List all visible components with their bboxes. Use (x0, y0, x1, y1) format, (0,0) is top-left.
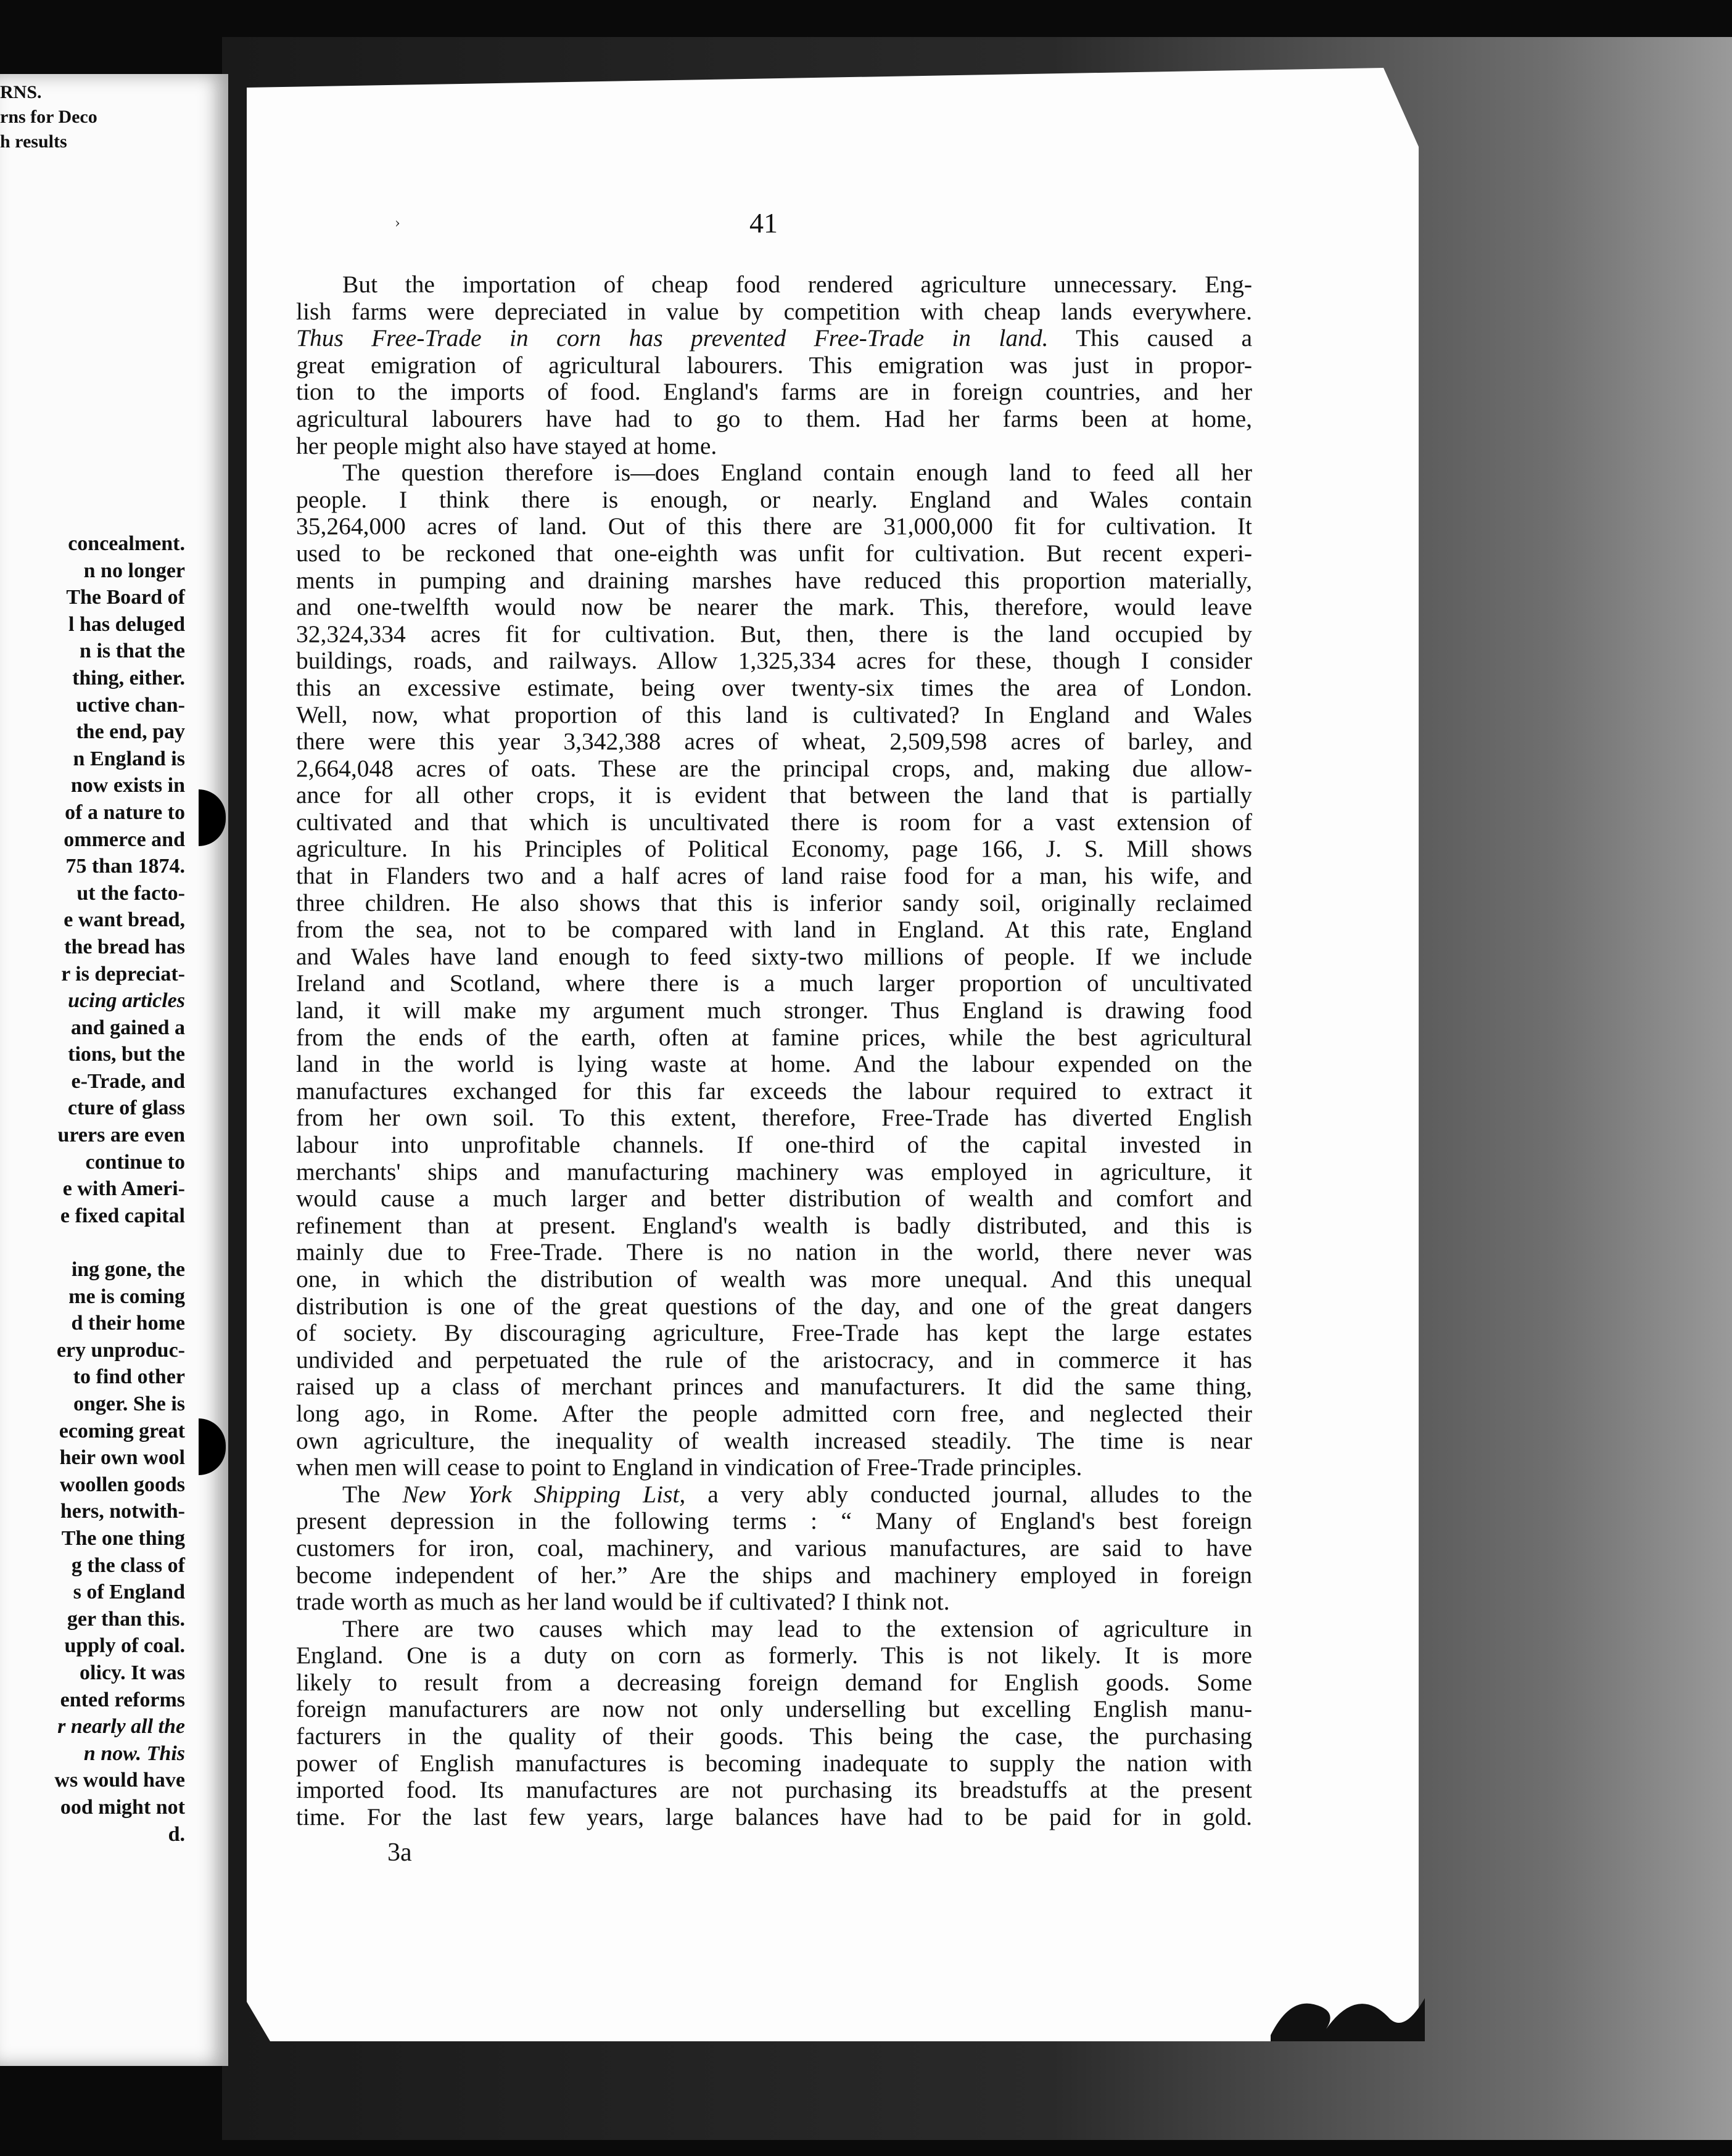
text-run: there were this year 3,342,388 acres of wheat, 2,509,598 acres of barley, and (296, 728, 1252, 755)
text-run: ecoming great (59, 1419, 185, 1442)
facing-page-header (0, 80, 185, 154)
body-line (296, 487, 1252, 514)
text-run: power of English manufactures is becoming inadequate to supply the nation with (296, 1749, 1252, 1777)
facing-text-line (0, 1364, 185, 1391)
facing-text-line (0, 746, 185, 773)
body-line (296, 1078, 1252, 1105)
body-line (296, 406, 1252, 433)
text-run: tion to the imports of food. England's farms are in foreign countries, and her (296, 378, 1252, 406)
body-line (296, 1239, 1252, 1266)
text-run: raised up a class of merchant princes and manufacturers. It did the same thing, (296, 1373, 1252, 1401)
body-line (296, 1723, 1252, 1750)
text-run: ommerce and (64, 828, 185, 851)
text-run: s of England (73, 1581, 185, 1604)
facing-text-line (0, 1337, 185, 1364)
text-run: would cause a much larger and better distribution of wealth and comfort and (296, 1185, 1252, 1212)
body-line (296, 1293, 1252, 1320)
text-run: d their home (71, 1312, 185, 1335)
facing-text-line (0, 1660, 185, 1687)
text-run: e-Trade, and (71, 1069, 185, 1093)
text-run: ented reforms (60, 1688, 185, 1711)
text-run: merchants' ships and manufacturing machinery was employed in agriculture, it (296, 1158, 1252, 1185)
body-line (296, 702, 1252, 729)
facing-text-line (0, 692, 185, 719)
facing-text-line (0, 638, 185, 665)
facing-text-line (0, 1256, 185, 1283)
text-run: refinement than at present. England's wealth is badly distributed, and this is (296, 1211, 1252, 1239)
body-line (296, 1320, 1252, 1347)
facing-text-line (0, 1175, 185, 1203)
italic-run: n now. (83, 1742, 147, 1765)
facing-text-line (0, 1418, 185, 1445)
text-run: that in Flanders two and a half acres of land raise food for a man, his wife, and (296, 862, 1252, 890)
facing-text-line (0, 1579, 185, 1606)
body-line (296, 325, 1252, 352)
text-run: agricultural labourers have had to go to them. Had her farms been at home, (296, 405, 1252, 432)
body-line (296, 298, 1252, 326)
facing-text-line (0, 1283, 185, 1310)
body-line (296, 1696, 1252, 1723)
facing-text-line (0, 1095, 185, 1122)
text-run: the bread has (64, 935, 185, 958)
facing-page (0, 74, 228, 2066)
text-run: uctive chan- (76, 693, 185, 717)
text-run: n is that the (80, 640, 185, 663)
text-run: undivided and perpetuated the rule of the aristocracy, and in commerce it has (296, 1346, 1252, 1373)
text-run: upply of coal. (64, 1634, 185, 1658)
text-run: The one thing (61, 1526, 185, 1550)
body-line (296, 1481, 1252, 1508)
facing-text-line (0, 530, 185, 558)
text-run: now exists in (70, 774, 185, 797)
facing-text-line (0, 880, 185, 907)
text-run: imported food. Its manufactures are not purchasing its breadstuffs at the present (296, 1776, 1252, 1804)
text-run: g the class of (71, 1553, 185, 1577)
body-line (296, 567, 1252, 595)
body-line (296, 1589, 1252, 1616)
body-line (296, 863, 1252, 890)
facing-text-line (0, 1740, 185, 1767)
body-line (296, 1454, 1252, 1481)
text-run: ments in pumping and draining marshes have reduced this proportion materially, (296, 566, 1252, 594)
text-run: The (342, 1480, 403, 1508)
body-line (296, 1024, 1252, 1051)
body-line (296, 1804, 1252, 1831)
text-run: heir own wool (59, 1446, 185, 1470)
text-run: The question therefore is—does England contain enough land to feed all her (342, 459, 1252, 487)
torn-page-edge (1271, 1961, 1425, 2041)
body-line (296, 621, 1252, 648)
text-run: 75 than 1874. (65, 855, 185, 878)
body-line (296, 1185, 1252, 1212)
facing-text-line (0, 1525, 185, 1552)
body-line (296, 1212, 1252, 1240)
text-run: e with Ameri- (62, 1177, 185, 1201)
text-run: foreign manufacturers are now not only underselling but excelling English manu- (296, 1695, 1252, 1723)
facing-text-line (0, 558, 185, 585)
text-run: to find other (73, 1365, 185, 1389)
body-line (296, 1401, 1252, 1428)
facing-text-line (0, 826, 185, 854)
body-line (296, 1105, 1252, 1132)
facing-text-line (0, 934, 185, 961)
text-run: distribution is one of the great questions of the day, and one of the great dangers (296, 1292, 1252, 1320)
text-run: from the sea, not to be compared with land in England. At this rate, England (296, 916, 1252, 944)
facing-text-line (0, 1821, 185, 1848)
body-line (296, 728, 1252, 755)
page-number: 41 (749, 207, 778, 239)
text-run: agriculture. In his Principles of Political Economy, page 166, J. S. Mill shows (296, 835, 1252, 863)
text-run: great emigration of agricultural labourers. This emigration was just in propor- (296, 351, 1252, 379)
printer-mark: › (395, 216, 400, 231)
facing-text-line (0, 907, 185, 934)
facing-text-line (0, 799, 185, 826)
text-run: present depression in the following terms : “ Many of England's best foreign (296, 1507, 1252, 1535)
facing-text-line (0, 987, 185, 1014)
italic-run: Thus Free-Trade in corn has prevented Free-Trade in land. (296, 324, 1049, 352)
text-run: continue to (85, 1150, 185, 1174)
body-line (296, 1669, 1252, 1697)
text-run: manufactures exchanged for this far exceeds the labour required to extract it (296, 1077, 1252, 1105)
text-run: ery unproduc- (56, 1338, 185, 1362)
text-run: when men will cease to point to England in vindication of Free-Trade principles. (296, 1454, 1082, 1481)
body-line (296, 1159, 1252, 1186)
facing-text-line (0, 1606, 185, 1633)
text-run: The Board of (66, 586, 185, 609)
text-run: and one-twelfth would now be nearer the mark. This, therefore, would leave (296, 593, 1252, 621)
facing-header-line: h results (0, 131, 67, 152)
facing-text-line (0, 1632, 185, 1660)
text-run: n no longer (83, 559, 185, 582)
text-run: There are two causes which may lead to the extension of agriculture in (342, 1615, 1252, 1642)
text-run: facturers in the quality of their goods. This being the case, the purchasing (296, 1722, 1252, 1750)
text-run: cultivated and that which is uncultivated there is room for a vast extension of (296, 808, 1252, 836)
body-line (296, 594, 1252, 621)
text-run: r is depreciat- (61, 962, 185, 985)
body-line (296, 459, 1252, 487)
facing-text-line (0, 1767, 185, 1794)
facing-text-line (0, 611, 185, 638)
text-run: woollen goods (59, 1473, 185, 1496)
facing-text-line (0, 1444, 185, 1471)
text-run: England. One is a duty on corn as formerly. This is not likely. It is more (296, 1642, 1252, 1669)
text-run: 2,664,048 acres of oats. These are the principal crops, and, making due allow- (296, 754, 1252, 782)
facing-text-line (0, 1014, 185, 1042)
text-run: d. (168, 1822, 185, 1846)
facing-text-line (0, 1552, 185, 1579)
text-run: me is coming (68, 1285, 185, 1308)
text-run: buildings, roads, and railways. Allow 1,325,334 acres for these, though I consider (296, 647, 1252, 675)
body-line (296, 1373, 1252, 1401)
signature-mark: 3a (387, 1838, 412, 1867)
facing-text-line (0, 961, 185, 988)
text-run: people. I think there is enough, or nearly. England and Wales contain (296, 485, 1252, 513)
text-run: Well, now, what proportion of this land is cultivated? In England and Wales (296, 701, 1252, 728)
facing-text-line (0, 1041, 185, 1068)
facing-page-text (0, 530, 185, 1848)
facing-text-line (0, 1391, 185, 1418)
text-run: land, it will make my argument much stronger. Thus England is drawing food (296, 997, 1252, 1024)
body-line (296, 1428, 1252, 1455)
text-run: hers, notwith- (60, 1500, 185, 1523)
body-line (296, 513, 1252, 540)
facing-text-line (0, 1229, 185, 1256)
facing-text-line (0, 1310, 185, 1337)
body-line (296, 890, 1252, 917)
text-run: three children. He also shows that this is inferior sandy soil, originally reclaimed (296, 889, 1252, 916)
text-run: ood might not (60, 1795, 185, 1819)
facing-text-line (0, 772, 185, 799)
body-line (296, 1777, 1252, 1804)
body-line (296, 1347, 1252, 1374)
italic-run: ucing articles (68, 989, 185, 1013)
body-line (296, 648, 1252, 675)
facing-text-line (0, 1203, 185, 1230)
facing-text-line (0, 853, 185, 880)
text-run: olicy. It was (80, 1661, 185, 1684)
body-line (296, 836, 1252, 863)
body-line (296, 675, 1252, 702)
text-run: time. For the last few years, large balances have had to be paid for in gold. (296, 1803, 1252, 1830)
italic-run: This (146, 1742, 185, 1765)
text-run: ger than this. (67, 1607, 185, 1631)
text-run: n England is (73, 747, 185, 770)
body-line (296, 970, 1252, 997)
body-line (296, 916, 1252, 944)
body-line (296, 1051, 1252, 1078)
text-run: one, in which the distribution of wealth was more unequal. And this unequal (296, 1265, 1252, 1293)
facing-text-line (0, 1687, 185, 1714)
text-run: lish farms were depreciated in value by competition with cheap lands everywhere. (296, 297, 1252, 325)
text-run: this an excessive estimate, being over twenty-six times the area of London. (296, 673, 1252, 701)
text-run: trade worth as much as her land would be if cultivated? I think not. (296, 1588, 950, 1616)
text-run: concealment. (68, 532, 185, 555)
text-run: and Wales have land enough to feed sixty-two millions of people. If we include (296, 942, 1252, 970)
text-run: This caused a (1048, 324, 1252, 352)
text-run: own agriculture, the inequality of wealth increased steadily. The time is near (296, 1426, 1252, 1454)
text-run: e fixed capital (60, 1204, 185, 1227)
text-run: of a nature to (65, 800, 185, 824)
text-run: a very ably conducted journal, alludes to the (685, 1480, 1252, 1508)
italic-run: r nearly all the (57, 1715, 185, 1738)
text-run: her people might also have stayed at home. (296, 432, 717, 459)
body-line (296, 1562, 1252, 1589)
body-text (296, 271, 1252, 1830)
text-run: labour into unprofitable channels. If one-third of the capital invested in (296, 1131, 1252, 1158)
facing-text-line (0, 1068, 185, 1095)
facing-text-line (0, 665, 185, 692)
body-line (296, 540, 1252, 567)
text-run: l has deluged (68, 612, 185, 636)
body-line (296, 1616, 1252, 1643)
facing-header-line: RNS. (0, 82, 42, 102)
text-run: ance for all other crops, it is evident that between the land that is partially (296, 781, 1252, 809)
text-run: mainly due to Free-Trade. There is no nation in the world, there never was (296, 1238, 1252, 1266)
body-line (296, 1508, 1252, 1535)
text-run: long ago, in Rome. After the people admitted corn free, and neglected their (296, 1399, 1252, 1427)
text-run: of society. By discouraging agriculture, Free-Trade has kept the large estates (296, 1319, 1252, 1347)
text-run: e want bread, (64, 908, 185, 932)
text-run: But the importation of cheap food rendered agriculture unnecessary. Eng- (342, 271, 1252, 298)
italic-run: New York Shipping List, (402, 1480, 686, 1508)
body-line (296, 1132, 1252, 1159)
facing-text-line (0, 1122, 185, 1149)
text-run: from the ends of the earth, often at famine prices, while the best agricultural (296, 1023, 1252, 1051)
text-run: 32,324,334 acres fit for cultivation. But, then, there is the land occupied by (296, 620, 1252, 648)
text-run: tions, but the (68, 1043, 185, 1066)
text-run: from her own soil. To this extent, therefore, Free-Trade has diverted English (296, 1104, 1252, 1132)
body-line (296, 1642, 1252, 1669)
body-line (296, 433, 1252, 460)
body-line (296, 809, 1252, 836)
text-run: likely to result from a decreasing foreign demand for English goods. Some (296, 1668, 1252, 1696)
facing-text-line (0, 1149, 185, 1176)
body-line (296, 997, 1252, 1024)
body-line (296, 755, 1252, 783)
text-run: become independent of her.” Are the ships and machinery employed in foreign (296, 1561, 1252, 1589)
text-run: the end, pay (76, 720, 185, 744)
body-line (296, 1750, 1252, 1777)
body-line (296, 379, 1252, 406)
text-run: customers for iron, coal, machinery, and various manufactures, are said to have (296, 1534, 1252, 1561)
facing-header-line: rns for Deco (0, 107, 97, 127)
facing-text-line (0, 1498, 185, 1525)
text-run: thing, either. (72, 666, 185, 689)
body-line (296, 352, 1252, 379)
text-run: 35,264,000 acres of land. Out of this there are 31,000,000 fit for cultivation. It (296, 512, 1252, 540)
facing-text-line (0, 1713, 185, 1740)
facing-text-line (0, 584, 185, 611)
body-line (296, 944, 1252, 971)
text-run: and gained a (70, 1016, 185, 1039)
facing-text-line (0, 1471, 185, 1499)
text-run: urers are even (57, 1124, 185, 1147)
text-run: ing gone, the (71, 1258, 185, 1282)
body-line (296, 1535, 1252, 1562)
text-run: ws would have (54, 1769, 185, 1792)
text-run: ut the facto- (76, 881, 185, 905)
text-run: onger. She is (73, 1393, 185, 1415)
text-run: cture of glass (67, 1097, 185, 1120)
text-run: Ireland and Scotland, where there is a much larger proportion of uncultivated (296, 969, 1252, 997)
body-line (296, 271, 1252, 298)
facing-text-line (0, 718, 185, 746)
text-run: land in the world is lying waste at home. And the labour expended on the (296, 1050, 1252, 1078)
body-line (296, 782, 1252, 809)
body-line (296, 1266, 1252, 1293)
facing-text-line (0, 1794, 185, 1821)
text-run: used to be reckoned that one-eighth was unfit for cultivation. But recent experi- (296, 539, 1252, 567)
